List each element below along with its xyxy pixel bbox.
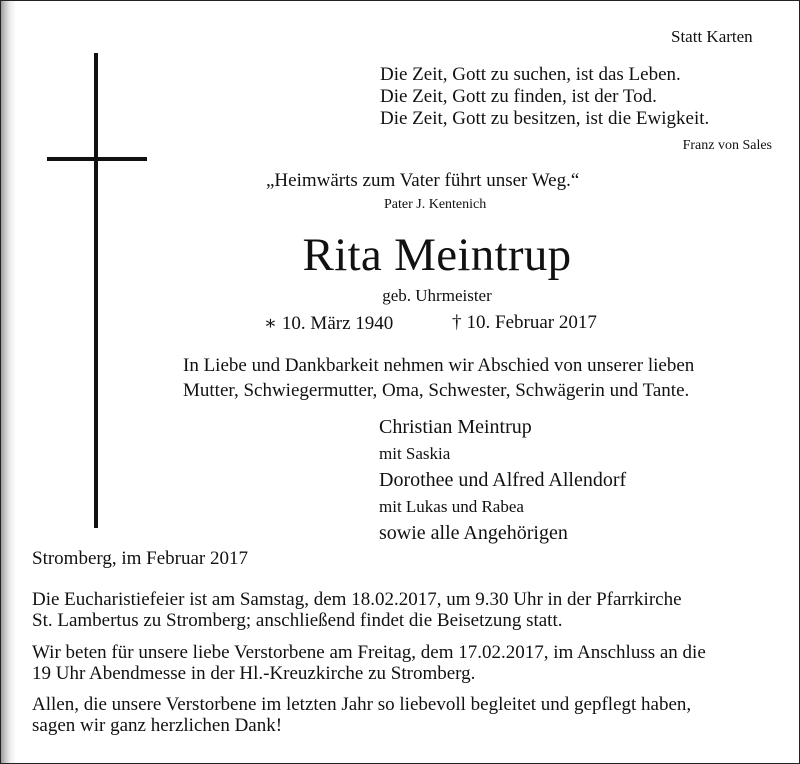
- place-date: Stromberg, im Februar 2017: [32, 548, 249, 569]
- cross-icon-bar: [47, 157, 147, 161]
- poem-author: Franz von Sales: [682, 138, 772, 153]
- birth-date: 10. März 1940: [281, 313, 394, 334]
- announcement-line: St. Lambertus zu Stromberg; anschließend findet die Beisetzung statt.: [32, 610, 563, 631]
- farewell-line: In Liebe und Dankbarkeit nehmen wir Abschied von unserer lieben: [183, 355, 695, 376]
- announcement-line: Die Eucharistiefeier ist am Samstag, dem 18.02.2017, um 9.30 Uhr in der Pfarrkirche: [32, 589, 682, 610]
- mourner-entry: Dorothee und Alfred Allendorf: [379, 469, 627, 491]
- mourner-entry: Christian Meintrup: [379, 416, 532, 438]
- deceased-name: Rita Meintrup: [302, 229, 572, 281]
- mourner-entry: mit Lukas und Rabea: [379, 497, 524, 516]
- announcement-line: sagen wir ganz herzlichen Dank!: [32, 715, 283, 736]
- birth-name: geb. Uhrmeister: [382, 286, 492, 305]
- mourner-entry: mit Saskia: [379, 444, 451, 463]
- poem: [380, 64, 709, 130]
- poem-line: Die Zeit, Gott zu besitzen, ist die Ewigkeit.: [380, 108, 710, 129]
- death-date: 10. Februar 2017: [466, 312, 597, 333]
- announcement-line: Wir beten für unsere liebe Verstorbene am Freitag, dem 17.02.2017, im Anschluss an die: [32, 642, 706, 663]
- death-date-line: [452, 312, 597, 334]
- mourners-list: [379, 413, 626, 547]
- poem-line: Die Zeit, Gott zu suchen, ist das Leben.: [380, 64, 681, 85]
- announcement-mass: [32, 589, 682, 631]
- poem-line: Die Zeit, Gott zu finden, ist der Tod.: [380, 86, 657, 107]
- farewell-line: Mutter, Schwiegermutter, Oma, Schwester, Schwägerin und Tante.: [183, 380, 690, 401]
- farewell-text: [183, 353, 694, 403]
- announcement-thanks: [32, 694, 691, 736]
- quote-text: „Heimwärts zum Vater führt unser Weg.“: [266, 170, 580, 191]
- birth-date-line: [264, 312, 393, 335]
- announcement-line: Allen, die unsere Verstorbene im letzten Jahr so liebevoll begleitet und gepflegt haben,: [32, 694, 692, 715]
- statt-karten-label: Statt Karten: [671, 27, 753, 46]
- death-dagger-icon: †: [452, 312, 462, 333]
- announcement-line: 19 Uhr Abendmesse in der Hl.-Kreuzkirche zu Stromberg.: [32, 663, 476, 684]
- quote-author: Pater J. Kentenich: [384, 197, 487, 212]
- mourner-entry: sowie alle Angehörigen: [379, 522, 568, 544]
- birth-star-icon: ∗: [264, 313, 277, 334]
- announcement-prayer: [32, 642, 706, 684]
